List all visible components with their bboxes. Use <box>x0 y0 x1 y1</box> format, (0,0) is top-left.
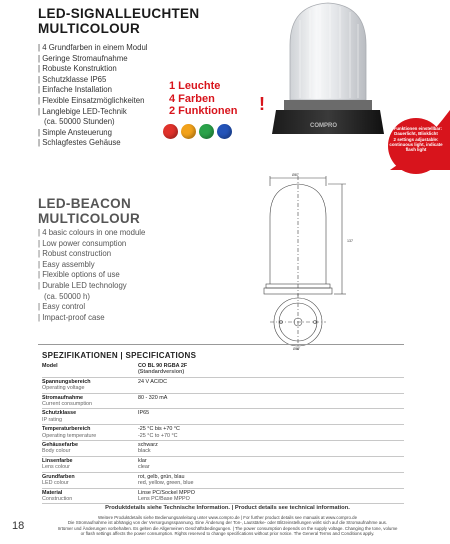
spec-label-de: Linsenfarbe <box>42 457 73 464</box>
feature-item: | Einfache Installation <box>38 85 112 95</box>
spec-label-de: Temperaturbereich <box>42 426 91 433</box>
callout-badge <box>388 118 444 174</box>
spec-value: -25 °C bis +70 °C <box>138 426 180 433</box>
dim-height-label: 137 <box>347 239 353 243</box>
spec-value: schwarz <box>138 442 158 449</box>
spec-value-en: (Standardversion) <box>138 369 185 376</box>
feature-item: | Schlagfestes Gehäuse <box>38 138 121 148</box>
promo-exclaim: ! <box>259 94 265 114</box>
feature-item: | Flexible options of use <box>38 270 120 280</box>
spec-label-en: Operating voltage <box>42 385 85 392</box>
spec-label-de: Gehäusefarbe <box>42 442 78 449</box>
title-en <box>38 196 140 226</box>
feature-item: | Robuste Konstruktion <box>38 64 117 74</box>
spec-value: 80 - 320 mA <box>138 394 168 401</box>
spec-row <box>42 393 404 409</box>
feature-item: (ca. 50000 Stunden) <box>44 117 115 127</box>
dim-base-label: Ø87 <box>293 347 300 350</box>
spec-table-wrap <box>42 362 404 504</box>
dim-top-label: Ø87 <box>292 173 299 177</box>
spec-value: rot, gelb, grün, blau <box>138 473 185 480</box>
feature-item: | 4 Grundfarben in einem Modul <box>38 43 148 52</box>
feature-item: | Schutzklasse IP65 <box>38 74 107 84</box>
feature-item: | Simple Ansteuerung <box>38 127 112 137</box>
spec-value: klar <box>138 457 147 464</box>
spec-label-de: Grundfarben <box>42 473 75 480</box>
promo-line1: 1 Leuchte <box>169 80 221 92</box>
callout-en: 2 settings adjustable: continuous light, indicate flash light <box>389 137 443 152</box>
spec-value-en: black <box>138 448 151 455</box>
spec-label-de: Model <box>42 363 58 369</box>
spec-label-de: Stromaufnahme <box>42 394 84 401</box>
color-dot <box>181 124 196 139</box>
spec-title: SPEZIFIKATIONEN | SPECIFICATIONS <box>42 351 197 360</box>
spec-row <box>42 425 404 441</box>
title-en-line2: MULTICOLOUR <box>38 211 141 226</box>
feature-item: | Flexible Einsatzmöglichkeiten <box>38 95 145 105</box>
footer-notes <box>40 515 415 536</box>
spec-value: Linse PC/Sockel MPPO <box>138 489 195 496</box>
spec-label-en: Body colour <box>42 448 71 455</box>
spec-divider <box>38 344 404 345</box>
spec-row <box>42 409 404 425</box>
spec-label-en: Lens colour <box>42 464 70 471</box>
feature-item: | Robust construction <box>38 249 112 259</box>
spec-value-en: clear <box>138 464 150 471</box>
color-dot <box>217 124 232 139</box>
spec-label-en: Current consumption <box>42 401 93 408</box>
spec-row <box>42 362 404 377</box>
title-de-line2: MULTICOLOUR <box>38 21 141 36</box>
spec-row <box>42 456 404 472</box>
spec-label-en: Construction <box>42 495 73 502</box>
spec-label-en: LED colour <box>42 480 69 487</box>
spec-label-en: Operating temperature <box>42 432 97 439</box>
spec-label-de: Material <box>42 489 63 496</box>
features-de-list <box>38 43 148 149</box>
technical-drawing <box>250 172 365 350</box>
page-number: 18 <box>12 520 25 532</box>
feature-item: | 4 basic colours in one module <box>38 228 146 237</box>
feature-item: | Low power consumption <box>38 238 127 248</box>
promo-line3: 2 Funktionen <box>169 105 238 117</box>
feature-item: | Easy control <box>38 302 86 312</box>
spec-value-en: -25 °C to +70 °C <box>138 432 178 439</box>
spec-row <box>42 377 404 393</box>
feature-item: | Easy assembly <box>38 259 95 269</box>
feature-item: (ca. 50000 h) <box>44 291 90 301</box>
color-dot <box>199 124 214 139</box>
footer-note-line: Weitere Produktdetails siehe Bedienungsanleitung unter www.compro.de | For further product details see manuals at www.compro.de <box>97 515 358 520</box>
title-de <box>38 6 199 36</box>
spec-table <box>42 362 404 504</box>
promo-text <box>169 80 237 118</box>
spec-row <box>42 441 404 457</box>
color-dots <box>163 124 235 144</box>
spec-row <box>42 472 404 488</box>
footer-note-line: Die Stromaufnahme ist abhängig von der Versorgungsspannung. Eine Änderung der Ton-, Lautstärke- oder Blitzeinstellungen wirkt sich auf die Stromaufnahme aus. <box>67 520 388 526</box>
spec-value-en: red, yellow, green, blue <box>138 480 194 487</box>
brand-label: COMPRO <box>310 123 337 129</box>
spec-value-en: Lens PC/Base MPPO <box>138 495 190 502</box>
spec-value: IP65 <box>138 410 150 417</box>
promo-line2: 4 Farben <box>169 92 215 105</box>
feature-item: | Durable LED technology <box>38 280 127 290</box>
callout-de: 2 Funktionen einstellbar: Dauerlicht, Blinklicht <box>390 126 442 136</box>
color-dot <box>163 124 178 139</box>
spec-label-de: Spannungsbereich <box>42 378 91 385</box>
footer-note-line: Irrtümer und Änderungen vorbehalten. Es gelten die Allgemeinen Geschäftsbedingungen. | The power consumption depends on the supply voltage. Changing the tone, volume <box>57 525 398 531</box>
feature-item: | Impact-proof case <box>38 312 105 322</box>
footer-note-line: or flash settings affects the power consumption. Rights reserved to change specifications without prior notice. The General Terms and Conditions apply. <box>80 530 375 536</box>
spec-label-de: Schutzklasse <box>42 410 77 417</box>
spec-row <box>42 488 404 504</box>
spec-value: CO BL 90 RGBA 2F <box>138 363 188 369</box>
title-de-line1: LED-SIGNALLEUCHTEN <box>38 6 200 21</box>
feature-item: | Langlebige LED-Technik <box>38 106 127 116</box>
feature-item: | Geringe Stromaufnahme <box>38 53 128 63</box>
spec-label-en: IP rating <box>42 416 62 423</box>
features-en-list <box>38 228 145 323</box>
spec-value: 24 V AC/DC <box>138 378 168 385</box>
title-en-line1: LED-BEACON <box>38 196 131 211</box>
footer-main: Produktdetails siehe Technische Information. | Product details see technical information. <box>105 505 350 511</box>
